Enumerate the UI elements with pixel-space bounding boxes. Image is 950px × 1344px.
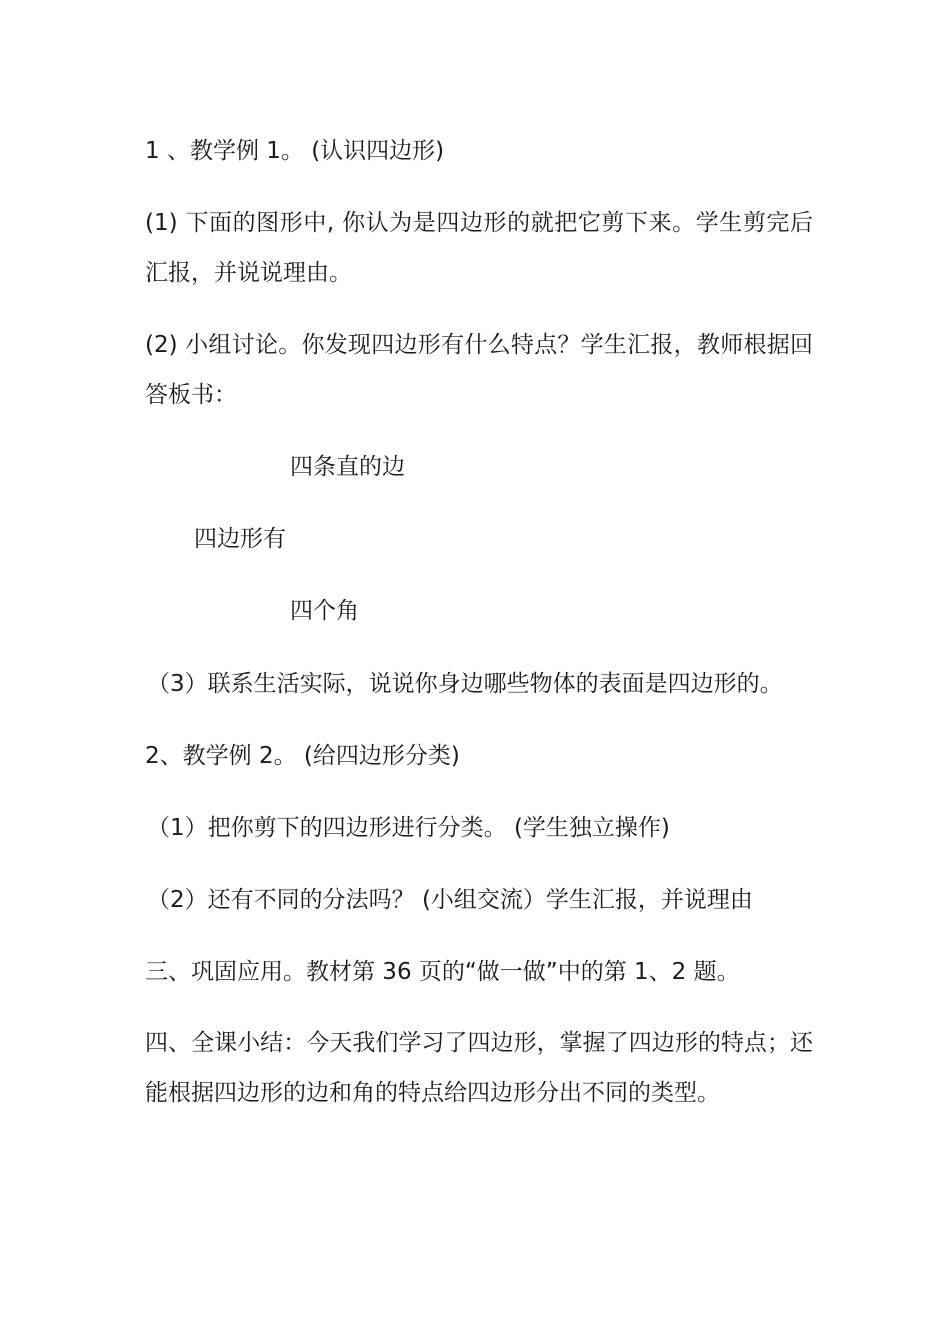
paragraph-other-methods: （2）还有不同的分法吗？ (小组交流）学生汇报，并说理由	[147, 887, 753, 913]
paragraph-real-life: （3）联系生活实际，说说你身边哪些物体的表面是四边形的。	[147, 671, 783, 697]
paragraph-cut-shapes: (1) 下面的图形中, 你认为是四边形的就把它剪下来。学生剪完后汇报，并说说理由。	[145, 210, 813, 286]
board-quadrilateral-has: 四边形有	[194, 526, 286, 552]
section-consolidation: 三、巩固应用。教材第 36 页的“做一做”中的第 1、2 题。	[145, 959, 740, 985]
paragraph-group-discussion: (2) 小组讨论。你发现四边形有什么特点？学生汇报，教师根据回答板书：	[145, 332, 813, 408]
board-four-straight-edges: 四条直的边	[290, 454, 405, 480]
paragraph-classify: （1）把你剪下的四边形进行分类。 (学生独立操作)	[147, 815, 670, 841]
section-summary: 四、全课小结：今天我们学习了四边形，掌握了四边形的特点；还能根据四边形的边和角的特点给四边形分出不同的类型。	[145, 1030, 813, 1106]
section-example-2-heading: 2、教学例 2。 (给四边形分类)	[145, 743, 460, 769]
section-example-1-heading: 1 、教学例 1。 (认识四边形)	[145, 138, 445, 164]
board-four-angles: 四个角	[290, 598, 359, 624]
